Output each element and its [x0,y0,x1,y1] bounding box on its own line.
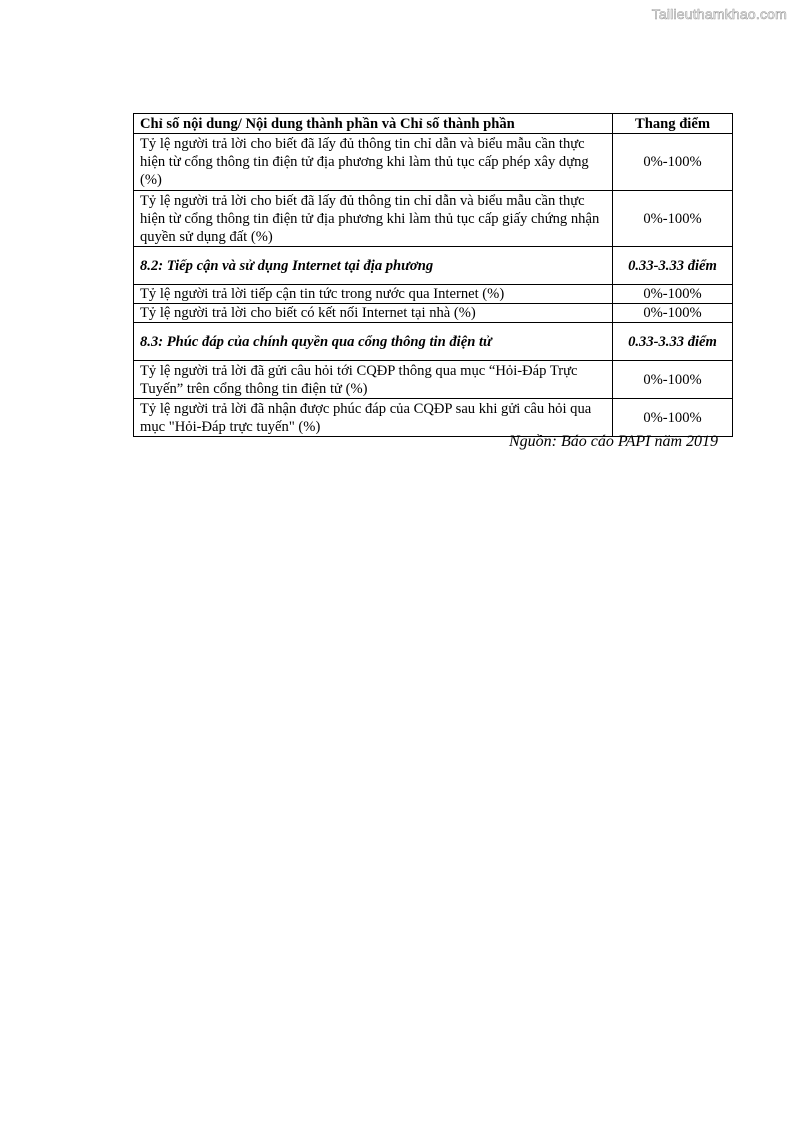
row-text: Tỷ lệ người trả lời cho biết đã lấy đủ thông tin chỉ dẫn và biểu mẫu cần thực hiện từ cổng thông tin điện tử địa phương khi làm thủ tục cấp phép xây dựng (%) [134,134,613,191]
table-row [134,191,733,247]
table-row [134,399,733,437]
section-title: 8.2: Tiếp cận và sử dụng Internet tại địa phương [134,247,613,285]
row-text: Tỷ lệ người trả lời đã nhận được phúc đáp của CQĐP sau khi gửi câu hỏi qua mục "Hỏi-Đáp trực tuyến" (%) [134,399,613,437]
header-indicator: Chỉ số nội dung/ Nội dung thành phần và Chỉ số thành phần [134,114,613,134]
row-score: 0%-100% [613,304,733,323]
table-row [134,361,733,399]
row-text: Tỷ lệ người trả lời đã gửi câu hỏi tới CQĐP thông qua mục “Hỏi-Đáp Trực Tuyến” trên cổng thông tin điện tử (%) [134,361,613,399]
row-score: 0%-100% [613,134,733,191]
section-title: 8.3: Phúc đáp của chính quyền qua cổng thông tin điện tử [134,323,613,361]
row-score: 0%-100% [613,191,733,247]
header-score: Thang điểm [613,114,733,134]
row-score: 0%-100% [613,399,733,437]
row-text: Tỷ lệ người trả lời cho biết có kết nối Internet tại nhà (%) [134,304,613,323]
section-score: 0.33-3.33 điểm [613,247,733,285]
table-row [134,285,733,304]
row-text: Tỷ lệ người trả lời cho biết đã lấy đủ thông tin chỉ dẫn và biểu mẫu cần thực hiện từ cổng thông tin điện tử địa phương khi làm thủ tục cấp giấy chứng nhận quyền sử dụng đất (%) [134,191,613,247]
row-score: 0%-100% [613,361,733,399]
row-score: 0%-100% [613,285,733,304]
table-row [134,304,733,323]
table-header-row [134,114,733,134]
section-row-8-2 [134,247,733,285]
table-row [134,134,733,191]
section-row-8-3 [134,323,733,361]
watermark: Tailieuthamkhao.com [651,6,787,22]
source-note: Nguồn: Báo cáo PAPI năm 2019 [508,433,718,450]
section-score: 0.33-3.33 điểm [613,323,733,361]
indicator-table [133,113,733,437]
row-text: Tỷ lệ người trả lời tiếp cận tin tức trong nước qua Internet (%) [134,285,613,304]
